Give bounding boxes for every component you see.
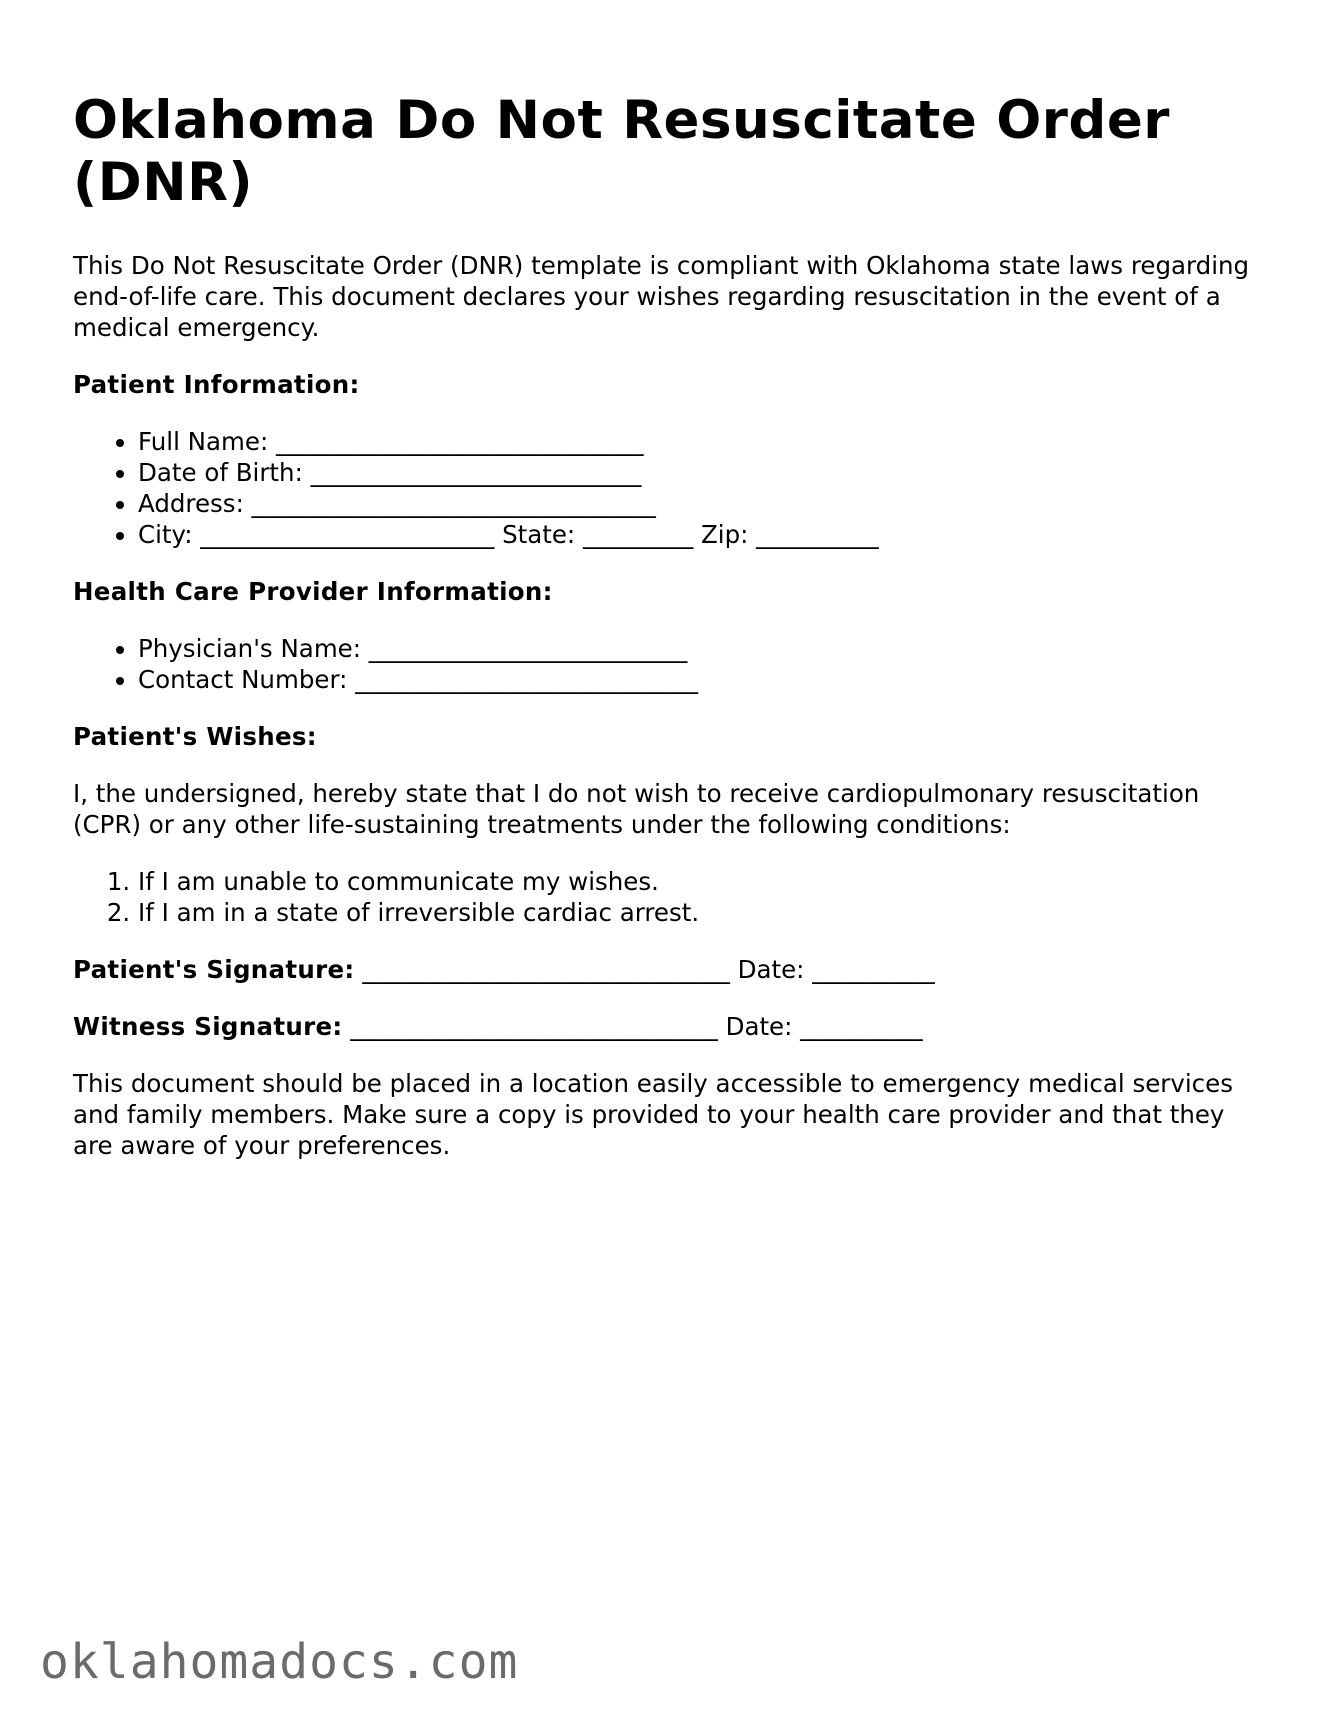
physician-name-field: • Physician's Name: __________________________ bbox=[138, 633, 1253, 664]
date-of-birth-field: • Date of Birth: ___________________________ bbox=[138, 457, 1253, 488]
page-title: Oklahoma Do Not Resuscitate Order (DNR) bbox=[73, 90, 1170, 213]
patient-wishes-heading: Patient's Wishes: bbox=[73, 722, 317, 751]
witness-signature-blank: ______________________________ Date: __________ bbox=[342, 1012, 923, 1041]
patient-signature-line bbox=[73, 954, 1253, 985]
closing-paragraph: This document should be placed in a location easily accessible to emergency medical services and family members. Make sure a copy is provided to your health care provider and that they are aware of your preferences. bbox=[73, 1069, 1233, 1160]
document-page bbox=[73, 90, 1253, 1187]
patient-signature-blank: ______________________________ Date: __________ bbox=[354, 955, 935, 984]
provider-info-heading: Health Care Provider Information: bbox=[73, 577, 553, 606]
address-field: • Address: _________________________________ bbox=[138, 488, 1253, 519]
wishes-statement: I, the undersigned, hereby state that I do not wish to receive cardiopulmonary resuscitation (CPR) or any other life-sustaining treatments under the following conditions: bbox=[73, 779, 1200, 839]
patient-info-heading: Patient Information: bbox=[73, 370, 360, 399]
patient-signature-label: Patient's Signature: bbox=[73, 955, 355, 984]
witness-signature-label: Witness Signature: bbox=[73, 1012, 343, 1041]
full-name-field: • Full Name: ______________________________ bbox=[138, 426, 1253, 457]
site-watermark: oklahomadocs.com bbox=[40, 1634, 519, 1690]
witness-signature-line bbox=[73, 1011, 1253, 1042]
contact-number-field: • Contact Number: ____________________________ bbox=[138, 664, 1253, 695]
provider-info-list bbox=[73, 633, 1253, 695]
condition-item: 1. If I am unable to communicate my wishes. bbox=[138, 866, 1253, 897]
condition-item: 2. If I am in a state of irreversible cardiac arrest. bbox=[138, 897, 1253, 928]
city-state-zip-field: • City: ________________________ State: _________ Zip: __________ bbox=[138, 519, 1253, 550]
intro-paragraph: This Do Not Resuscitate Order (DNR) template is compliant with Oklahoma state laws regarding end-of-life care. This document declares your wishes regarding resuscitation in the event of a medical emergency. bbox=[73, 251, 1250, 342]
patient-info-list bbox=[73, 426, 1253, 550]
conditions-list bbox=[73, 866, 1253, 928]
